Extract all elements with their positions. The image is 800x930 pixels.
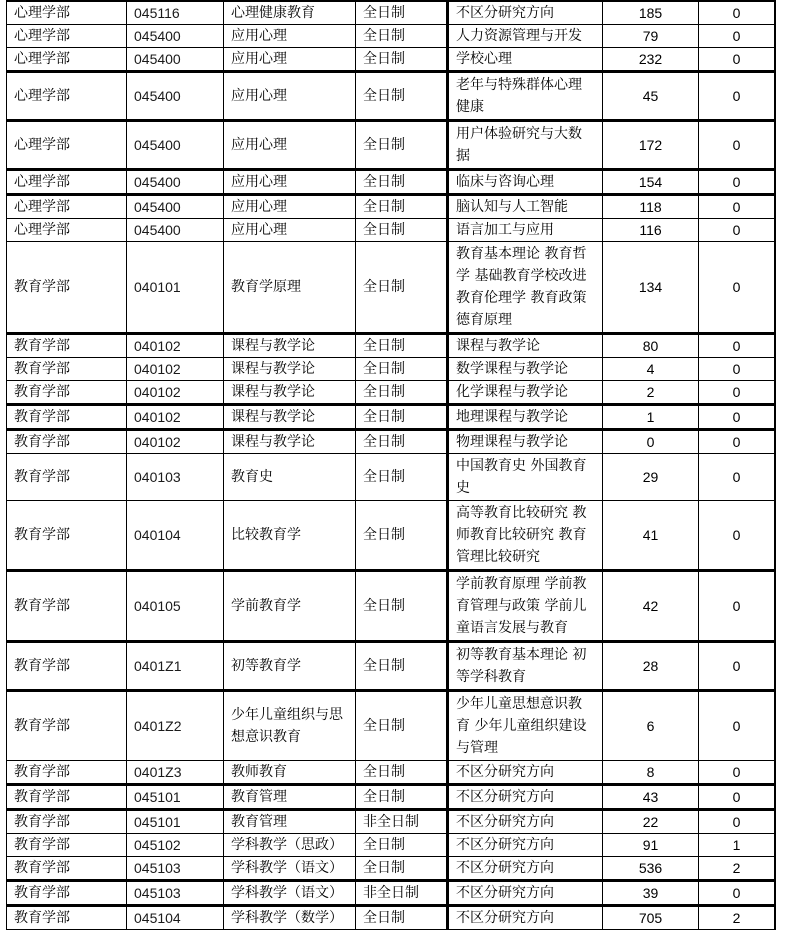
cell-exempt: 0 [699,501,776,571]
cell-name: 心理健康教育 [224,1,356,25]
cell-exempt: 0 [699,219,776,242]
cell-dept: 教育学部 [7,501,127,571]
cell-count: 42 [603,571,699,642]
cell-name: 教育史 [224,454,356,501]
cell-dept: 教育学部 [7,454,127,501]
cell-direction: 少年儿童思想意识教育 少年儿童组织建设与管理 [448,691,603,761]
cell-dept: 心理学部 [7,219,127,242]
table-row [7,810,776,834]
cell-count: 0 [603,430,699,454]
cell-code: 040105 [127,571,224,642]
cell-code: 045101 [127,785,224,810]
cell-mode: 非全日制 [356,810,448,834]
cell-exempt: 2 [699,906,776,930]
cell-code: 045116 [127,1,224,25]
cell-exempt: 0 [699,430,776,454]
cell-dept: 教育学部 [7,430,127,454]
cell-name: 应用心理 [224,25,356,48]
cell-direction: 不区分研究方向 [448,834,603,857]
cell-dept: 心理学部 [7,170,127,195]
cell-mode: 全日制 [356,381,448,405]
cell-code: 045104 [127,906,224,930]
table-row [7,195,776,219]
cell-exempt: 0 [699,48,776,72]
cell-code: 040102 [127,405,224,430]
cell-count: 79 [603,25,699,48]
cell-code: 045400 [127,195,224,219]
cell-exempt: 0 [699,358,776,381]
cell-dept: 教育学部 [7,761,127,785]
cell-count: 154 [603,170,699,195]
cell-direction: 用户体验研究与大数据 [448,121,603,170]
cell-dept: 教育学部 [7,857,127,881]
cell-dept: 教育学部 [7,906,127,930]
cell-mode: 全日制 [356,761,448,785]
cell-code: 040102 [127,381,224,405]
cell-count: 8 [603,761,699,785]
cell-mode: 全日制 [356,834,448,857]
cell-mode: 全日制 [356,25,448,48]
cell-direction: 人力资源管理与开发 [448,25,603,48]
cell-mode: 全日制 [356,642,448,691]
cell-direction: 学前教育原理 学前教育管理与政策 学前儿童语言发展与教育 [448,571,603,642]
table-row [7,25,776,48]
cell-dept: 教育学部 [7,571,127,642]
cell-name: 教师教育 [224,761,356,785]
table-row [7,857,776,881]
cell-code: 045103 [127,881,224,906]
cell-direction: 课程与教学论 [448,334,603,358]
cell-exempt: 0 [699,881,776,906]
cell-direction: 不区分研究方向 [448,810,603,834]
cell-count: 1 [603,405,699,430]
cell-count: 172 [603,121,699,170]
cell-count: 185 [603,1,699,25]
cell-code: 040104 [127,501,224,571]
cell-name: 课程与教学论 [224,381,356,405]
cell-count: 22 [603,810,699,834]
cell-count: 45 [603,72,699,121]
admissions-table-container [6,0,776,930]
cell-mode: 全日制 [356,430,448,454]
cell-direction: 不区分研究方向 [448,761,603,785]
cell-mode: 全日制 [356,857,448,881]
cell-code: 0401Z1 [127,642,224,691]
table-row [7,691,776,761]
cell-code: 045400 [127,121,224,170]
cell-direction: 不区分研究方向 [448,785,603,810]
cell-code: 045102 [127,834,224,857]
cell-count: 91 [603,834,699,857]
cell-dept: 心理学部 [7,121,127,170]
table-row [7,761,776,785]
cell-mode: 全日制 [356,72,448,121]
cell-name: 教育学原理 [224,242,356,334]
cell-name: 学科教学（思政） [224,834,356,857]
cell-exempt: 0 [699,810,776,834]
table-row [7,642,776,691]
table-row [7,501,776,571]
cell-code: 040102 [127,358,224,381]
cell-mode: 非全日制 [356,881,448,906]
table-row [7,430,776,454]
table-row [7,48,776,72]
cell-dept: 心理学部 [7,48,127,72]
table-row [7,834,776,857]
table-row [7,242,776,334]
table-row [7,881,776,906]
cell-exempt: 0 [699,195,776,219]
cell-code: 0401Z2 [127,691,224,761]
cell-count: 80 [603,334,699,358]
cell-code: 045101 [127,810,224,834]
table-row [7,121,776,170]
cell-dept: 教育学部 [7,691,127,761]
cell-exempt: 0 [699,785,776,810]
cell-direction: 语言加工与应用 [448,219,603,242]
cell-dept: 教育学部 [7,334,127,358]
cell-count: 28 [603,642,699,691]
cell-direction: 不区分研究方向 [448,881,603,906]
cell-dept: 心理学部 [7,72,127,121]
cell-code: 045103 [127,857,224,881]
cell-mode: 全日制 [356,219,448,242]
cell-count: 118 [603,195,699,219]
cell-count: 41 [603,501,699,571]
cell-code: 040102 [127,430,224,454]
cell-name: 少年儿童组织与思想意识教育 [224,691,356,761]
cell-mode: 全日制 [356,334,448,358]
cell-direction: 学校心理 [448,48,603,72]
cell-count: 4 [603,358,699,381]
cell-name: 初等教育学 [224,642,356,691]
cell-direction: 物理课程与教学论 [448,430,603,454]
cell-name: 应用心理 [224,121,356,170]
table-row [7,785,776,810]
cell-count: 705 [603,906,699,930]
table-row [7,381,776,405]
cell-exempt: 0 [699,121,776,170]
cell-mode: 全日制 [356,48,448,72]
table-row [7,906,776,930]
cell-direction: 初等教育基本理论 初等学科教育 [448,642,603,691]
table-row [7,72,776,121]
cell-code: 040102 [127,334,224,358]
cell-exempt: 0 [699,405,776,430]
cell-count: 232 [603,48,699,72]
cell-dept: 教育学部 [7,834,127,857]
cell-mode: 全日制 [356,691,448,761]
cell-code: 040103 [127,454,224,501]
cell-code: 045400 [127,219,224,242]
cell-mode: 全日制 [356,454,448,501]
table-row [7,219,776,242]
cell-direction: 地理课程与教学论 [448,405,603,430]
cell-mode: 全日制 [356,170,448,195]
cell-mode: 全日制 [356,358,448,381]
cell-mode: 全日制 [356,571,448,642]
cell-count: 6 [603,691,699,761]
cell-name: 应用心理 [224,48,356,72]
cell-name: 教育管理 [224,785,356,810]
cell-name: 学科教学（数学） [224,906,356,930]
cell-direction: 临床与咨询心理 [448,170,603,195]
cell-exempt: 0 [699,25,776,48]
cell-name: 学前教育学 [224,571,356,642]
cell-exempt: 0 [699,691,776,761]
cell-mode: 全日制 [356,242,448,334]
cell-dept: 心理学部 [7,1,127,25]
cell-name: 课程与教学论 [224,405,356,430]
cell-direction: 不区分研究方向 [448,906,603,930]
cell-exempt: 0 [699,642,776,691]
cell-direction: 中国教育史 外国教育史 [448,454,603,501]
cell-dept: 教育学部 [7,810,127,834]
cell-exempt: 0 [699,334,776,358]
cell-name: 比较教育学 [224,501,356,571]
cell-dept: 教育学部 [7,785,127,810]
cell-name: 应用心理 [224,195,356,219]
cell-count: 43 [603,785,699,810]
table-row [7,170,776,195]
cell-direction: 脑认知与人工智能 [448,195,603,219]
table-row [7,1,776,25]
cell-mode: 全日制 [356,785,448,810]
cell-exempt: 0 [699,1,776,25]
cell-mode: 全日制 [356,1,448,25]
table-row [7,405,776,430]
cell-dept: 教育学部 [7,358,127,381]
cell-name: 课程与教学论 [224,430,356,454]
cell-exempt: 0 [699,381,776,405]
cell-exempt: 0 [699,242,776,334]
cell-direction: 不区分研究方向 [448,857,603,881]
cell-dept: 教育学部 [7,881,127,906]
cell-count: 536 [603,857,699,881]
cell-dept: 教育学部 [7,405,127,430]
cell-dept: 教育学部 [7,242,127,334]
cell-direction: 教育基本理论 教育哲学 基础教育学校改进 教育伦理学 教育政策 德育原理 [448,242,603,334]
cell-dept: 心理学部 [7,195,127,219]
cell-exempt: 0 [699,571,776,642]
cell-count: 116 [603,219,699,242]
cell-count: 2 [603,381,699,405]
cell-mode: 全日制 [356,906,448,930]
table-row [7,334,776,358]
cell-name: 学科教学（语文） [224,881,356,906]
cell-dept: 教育学部 [7,642,127,691]
admissions-table [6,0,776,930]
cell-name: 应用心理 [224,170,356,195]
cell-mode: 全日制 [356,121,448,170]
cell-exempt: 0 [699,761,776,785]
cell-exempt: 1 [699,834,776,857]
cell-exempt: 0 [699,72,776,121]
cell-code: 045400 [127,25,224,48]
cell-count: 39 [603,881,699,906]
cell-dept: 心理学部 [7,25,127,48]
table-row [7,571,776,642]
cell-name: 学科教学（语文） [224,857,356,881]
cell-direction: 不区分研究方向 [448,1,603,25]
cell-code: 0401Z3 [127,761,224,785]
cell-count: 29 [603,454,699,501]
cell-name: 应用心理 [224,72,356,121]
cell-exempt: 0 [699,170,776,195]
cell-direction: 老年与特殊群体心理健康 [448,72,603,121]
cell-name: 课程与教学论 [224,334,356,358]
cell-direction: 化学课程与教学论 [448,381,603,405]
cell-count: 134 [603,242,699,334]
cell-code: 045400 [127,170,224,195]
cell-name: 教育管理 [224,810,356,834]
cell-code: 045400 [127,72,224,121]
cell-code: 040101 [127,242,224,334]
cell-direction: 数学课程与教学论 [448,358,603,381]
cell-exempt: 2 [699,857,776,881]
cell-mode: 全日制 [356,195,448,219]
cell-name: 应用心理 [224,219,356,242]
cell-dept: 教育学部 [7,381,127,405]
cell-name: 课程与教学论 [224,358,356,381]
table-row [7,454,776,501]
cell-direction: 高等教育比较研究 教师教育比较研究 教育管理比较研究 [448,501,603,571]
table-row [7,358,776,381]
cell-mode: 全日制 [356,501,448,571]
cell-code: 045400 [127,48,224,72]
cell-exempt: 0 [699,454,776,501]
cell-mode: 全日制 [356,405,448,430]
